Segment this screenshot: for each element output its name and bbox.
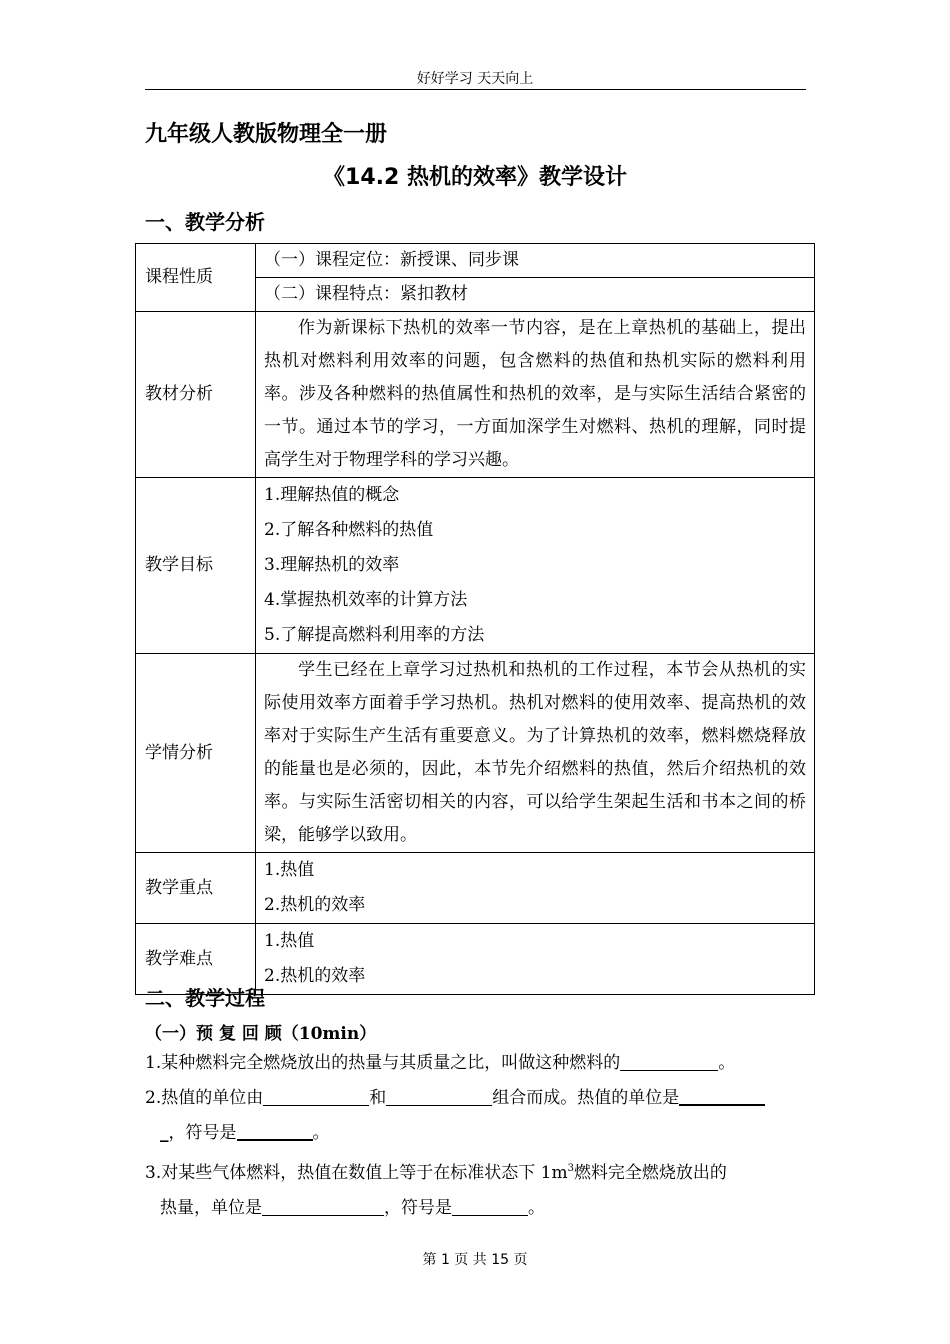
document-title-lesson: 《14.2 热机的效率》教学设计 (323, 165, 627, 190)
question-text: 热量，单位是 (160, 1198, 262, 1218)
question-text: 2.热值的单位由 (145, 1088, 264, 1108)
row-label: 学情分析 (136, 654, 256, 853)
superscript: 3 (567, 1163, 574, 1174)
question-3 (145, 1151, 810, 1226)
header-divider (145, 89, 806, 90)
answer-blank[interactable] (237, 1121, 313, 1141)
table-row (136, 853, 815, 924)
question-end: 。 (528, 1198, 545, 1218)
question-text: ，符号是 (384, 1198, 452, 1218)
section-heading-analysis: 一、教学分析 (145, 210, 265, 234)
table-row (136, 312, 815, 478)
list-item: 2.热机的效率 (264, 895, 366, 915)
list-item: 1.热值 (264, 931, 315, 951)
question-end: 。 (718, 1053, 736, 1073)
document-title-grade: 九年级人教版物理全一册 (145, 122, 388, 147)
table-row (136, 244, 815, 278)
question-2 (145, 1081, 810, 1151)
row-label: 教学难点 (136, 924, 256, 995)
question-text: 组合而成。热值的单位是 (492, 1088, 680, 1108)
question-continuation (145, 1116, 810, 1151)
list-item: 3.理解热机的效率 (264, 555, 400, 575)
page-footer: 第 1 页 共 15 页 (422, 1252, 528, 1268)
section-heading-process: 二、教学过程 (145, 986, 265, 1010)
answer-blank[interactable] (386, 1087, 492, 1106)
table-row (136, 654, 815, 853)
row-content (256, 853, 815, 924)
answer-blank-tail: _ (160, 1123, 169, 1143)
table-row (136, 478, 815, 654)
answer-blank[interactable] (679, 1086, 765, 1106)
list-item: 2.了解各种燃料的热值 (264, 520, 434, 540)
row-label: 教学目标 (136, 478, 256, 654)
question-1 (145, 1046, 810, 1081)
question-text: 和 (369, 1088, 387, 1108)
row-content: （二）课程特点：紧扣教材 (256, 278, 815, 312)
list-item: 4.掌握热机效率的计算方法 (264, 590, 468, 610)
question-text: 3.对某些气体燃料，热值在数值上等于在标准状态下 1m (145, 1163, 568, 1183)
row-paragraph: 学生已经在上章学习过热机和热机的工作过程，本节会从热机的实际使用效率方面着手学习热机。热机对燃料的使用效率、提高热机的效率对于实际生产生活有重要意义。为了计算热机的效率，燃料燃烧释放的能量也是必须的，因此，本节先介绍燃料的热值，然后介绍热机的效率。与实际生活密切相关的内容，可以给学生架起生活和书本之间的桥梁，能够学以致用。 (256, 654, 815, 853)
analysis-table (135, 243, 815, 995)
list-item: 2.热机的效率 (264, 966, 366, 986)
list-item: 5.了解提高燃料利用率的方法 (264, 625, 485, 645)
question-end: 。 (312, 1123, 330, 1143)
question-text: 燃料完全燃烧放出的 (573, 1163, 727, 1183)
list-item: 1.热值 (264, 860, 315, 880)
list-item: 1.理解热值的概念 (264, 485, 400, 505)
row-label: 教学重点 (136, 853, 256, 924)
row-label: 课程性质 (136, 244, 256, 312)
answer-blank[interactable] (262, 1197, 384, 1216)
row-content: （一）课程定位：新授课、同步课 (256, 244, 815, 278)
row-content (256, 924, 815, 995)
question-text: ，符号是 (168, 1123, 237, 1143)
row-paragraph: 作为新课标下热机的效率一节内容，是在上章热机的基础上，提出热机对燃料利用效率的问题，包含燃料的热值和热机实际的燃料利用率。涉及各种燃料的热值属性和热机的效率，是与实际生活结合紧密的一节。通过本节的学习，一方面加深学生对燃料、热机的理解，同时提高学生对于物理学科的学习兴趣。 (256, 312, 815, 478)
subsection-heading-review: （一）预 复 回 顾（10min） (145, 1024, 377, 1044)
question-text: 1.某种燃料完全燃烧放出的热量与其质量之比，叫做这种燃料的 (145, 1053, 621, 1073)
answer-blank[interactable] (263, 1087, 369, 1106)
answer-blank[interactable] (452, 1197, 528, 1216)
page-header: 好好学习 天天向上 (416, 71, 534, 87)
question-continuation (145, 1191, 810, 1226)
row-content (256, 478, 815, 654)
answer-blank[interactable] (620, 1052, 718, 1071)
row-label: 教材分析 (136, 312, 256, 478)
